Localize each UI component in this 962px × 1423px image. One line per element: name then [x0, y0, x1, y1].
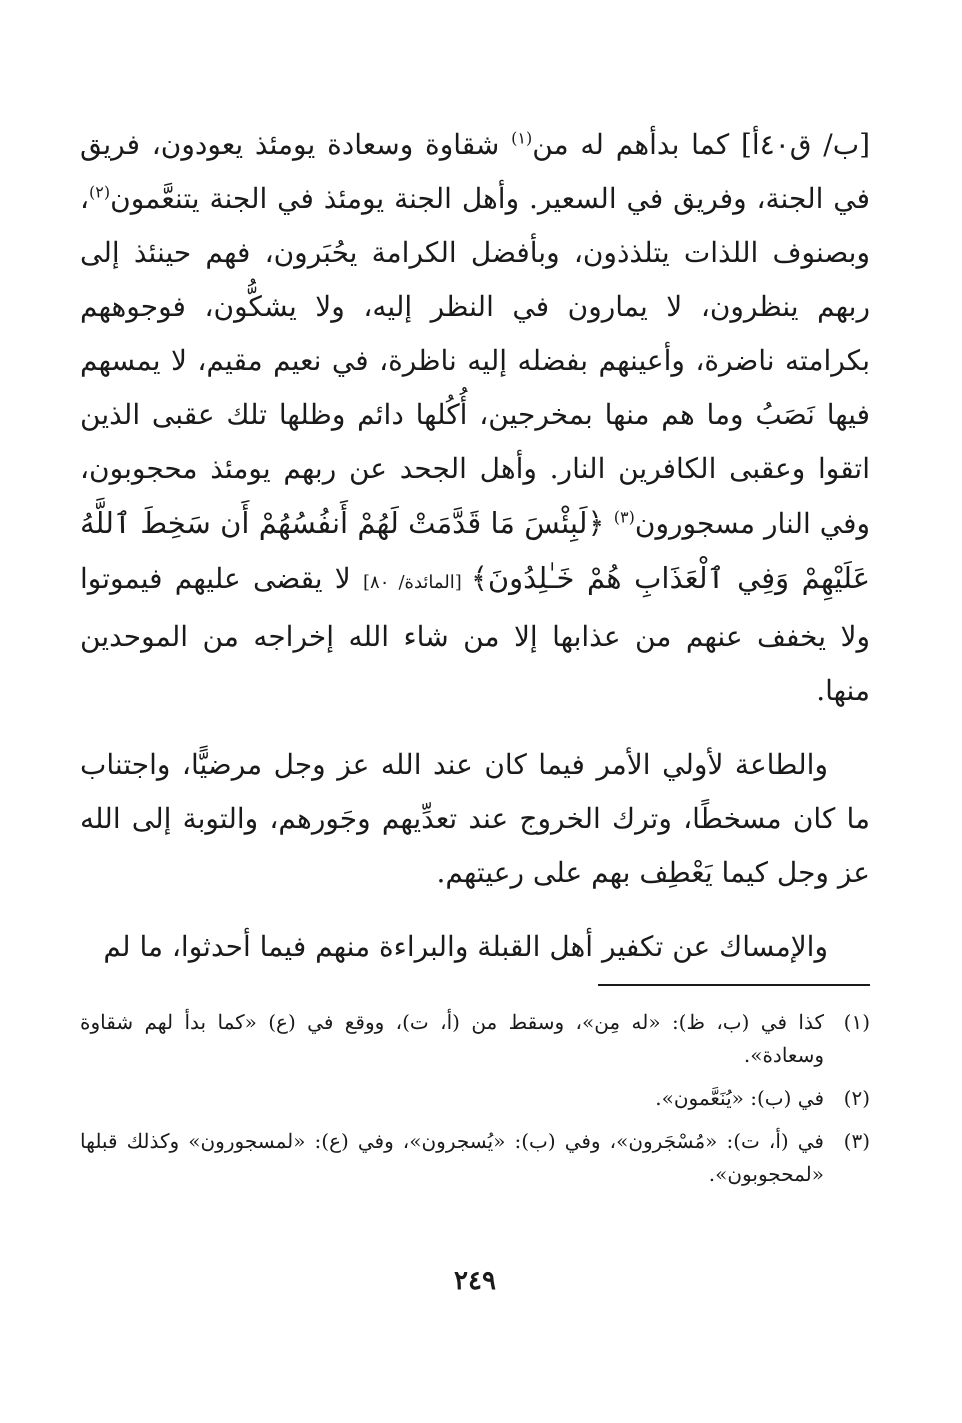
paragraph-2: والطاعة لأولي الأمر فيما كان عند الله عز وجل مرضيًّا، واجتناب ما كان مسخطًا، وترك الخروج عند تعدِّيهم وجَورهم، والتوبة إلى الله عز وجل كيما يَعْطِف بهم على رعيتهم. [80, 748, 870, 889]
paragraph-1 [80, 118, 870, 718]
footnote-divider [598, 984, 870, 986]
footnote-text: في (ب): «يُنَعَّمون». [655, 1086, 824, 1110]
book-page [80, 118, 870, 1423]
footnote-ref-1: (١) [511, 128, 533, 148]
page-number: ٢٤٩ [454, 1266, 496, 1296]
paragraph-3: والإمساك عن تكفير أهل القبلة والبراءة منهم فيما أحدثوا، ما لم [103, 930, 828, 963]
footnote-number: (١) [843, 1010, 870, 1034]
footnote-1 [80, 1006, 870, 1072]
text-segment: [ب/ ق٤٠أ] كما بدأهم له من [532, 128, 870, 161]
text-segment: لا يقضى عليهم فيموتوا ولا يخفف عنهم من عذابها إلا من شاء الله إخراجه من الموحدين منها. [80, 562, 870, 707]
footnote-ref-3: (٣) [613, 507, 635, 527]
footnote-number: (٣) [843, 1129, 870, 1153]
footnotes [80, 1006, 870, 1201]
quran-citation: [المائدة/ ٨٠] [363, 572, 471, 593]
text-segment: شقاوة وسعادة يومئذ يعودون، فريق في الجنة، وفريق في السعير. وأهل الجنة يومئذ في الجنة يتنعَّمون [80, 128, 870, 215]
footnote-2 [80, 1082, 870, 1115]
text-segment: ، وبصنوف اللذات يتلذذون، وبأفضل الكرامة يحُبَرون، فهم حينئذ إلى ربهم ينظرون، لا يمارون في النظر إليه، ولا يشكُّون، فوجوههم بكرامته ناضرة، وأعينهم بفضله إليه ناظرة، في نعيم مقيم، لا يمسهم فيها نَصَبُ وما هم منها بمخرجين، أُكُلها دائم وظلها تلك عقبى الذين اتقوا وعقبى الكافرين النار. وأهل الجحد عن ربهم يومئذ محجوبون، وفي النار مسجورون [80, 182, 870, 540]
quran-verse: ﴿لَبِئْسَ مَا قَدَّمَتْ لَهُمْ أَنفُسُهُمْ أَن سَخِطَ ٱللَّهُ عَلَيْهِمْ وَفِي ٱلْعَذَابِ هُمْ خَـٰلِدُونَ﴾ [80, 506, 871, 595]
footnote-number: (٢) [843, 1086, 870, 1110]
footnote-3 [80, 1125, 870, 1191]
footnote-text: كذا في (ب، ظ): «له مِن»، وسقط من (أ، ت)، ووقع في (ع) «كما بدأ لهم شقاوة وسعادة». [80, 1010, 824, 1067]
footnote-text: في (أ، ت): «مُسْجَرون»، وفي (ب): «يُسجرون»، وفي (ع): «لمسجورون» وكذلك قبلها «لمحجوبون». [80, 1129, 824, 1186]
main-text [80, 118, 870, 974]
footnote-ref-2: (٢) [89, 182, 111, 202]
